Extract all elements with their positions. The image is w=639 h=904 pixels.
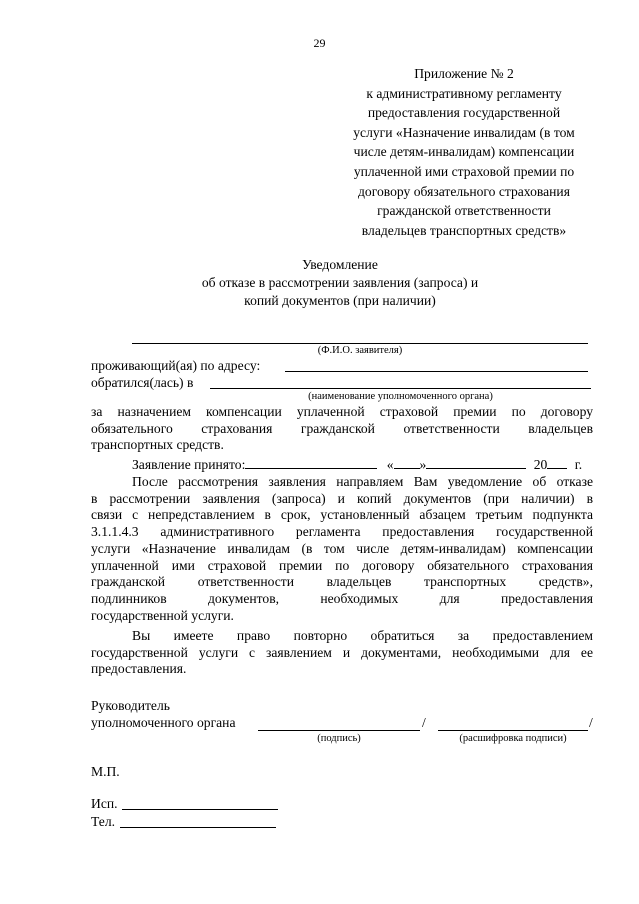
annex-line: услуги «Назначение инвалидам (в том	[353, 124, 575, 140]
decode-caption: (расшифровка подписи)	[459, 733, 567, 744]
main-line: уплаченной ими страховой премии по договору обязательного страхования	[91, 557, 593, 573]
decode-line	[438, 730, 588, 731]
annex-line: Приложение № 2	[414, 66, 514, 81]
title-line: копий документов (при наличии)	[244, 293, 436, 308]
executor-line	[122, 809, 278, 810]
year-suffix: г.	[574, 457, 583, 472]
right-line: Вы имеете право повторно обратиться за предоставлением	[132, 628, 593, 643]
annex-line: числе детям-инвалидам) компенсации	[353, 144, 575, 160]
notice-title	[140, 256, 540, 310]
main-line: подлинников документов, необходимых для предоставления	[91, 590, 593, 606]
applied-label: обратился(лась) в	[91, 375, 194, 390]
page-number: 29	[313, 36, 326, 50]
address-line	[285, 371, 588, 372]
purpose-paragraph	[91, 404, 593, 454]
right-line: государственной услуги с заявлением и документами, необходимыми для ее	[91, 644, 593, 660]
title-line: Уведомление	[302, 257, 378, 272]
seal-label: М.П.	[91, 764, 120, 779]
decode-slash: /	[589, 715, 593, 730]
phone-label: Тел.	[91, 814, 116, 829]
right-paragraph	[91, 628, 593, 678]
main-line: После рассмотрения заявления направляем Вам уведомление об отказе	[132, 474, 593, 489]
annex-line: к административному регламенту	[366, 85, 562, 101]
month-blank	[426, 456, 526, 469]
accepted-row	[132, 456, 582, 474]
signature-organ-label: уполномоченного органа	[91, 715, 236, 730]
main-line: в рассмотрении заявления (запроса) и копий документов (при наличии) в	[91, 490, 593, 506]
sign-caption: (подпись)	[317, 733, 361, 744]
main-line: услуги «Назначение инвалидам (в том числе детям-инвалидам) компенсации	[91, 540, 593, 556]
day-blank	[394, 456, 420, 469]
year-blank	[547, 456, 567, 469]
main-line: государственной услуги.	[91, 607, 234, 623]
quote-close: »	[419, 457, 427, 472]
quote-open: «	[386, 457, 394, 472]
executor-label: Исп.	[91, 796, 118, 811]
signature-slash: /	[422, 715, 426, 730]
right-line: предоставления.	[91, 661, 187, 677]
signature-head-label: Руководитель	[91, 698, 170, 713]
fio-line	[132, 343, 588, 344]
annex-line: договору обязательного страхования	[358, 183, 570, 199]
annex-line: гражданской ответственности	[377, 203, 551, 219]
main-line: гражданской ответственности владельцев транспортных средств»,	[91, 574, 593, 590]
main-line: 3.1.1.4.3 административного регламента предоставления государственной	[91, 524, 593, 540]
year-prefix: 20	[533, 457, 548, 472]
purpose-line: обязательного страхования гражданской ответственности владельцев	[91, 420, 593, 436]
title-line: об отказе в рассмотрении заявления (запроса) и	[201, 275, 479, 290]
organ-caption: (наименование уполномоченного органа)	[308, 391, 493, 402]
annex-header	[330, 64, 598, 240]
main-line: связи с непредставлением в срок, установленный абзацем третьим подпункта	[91, 507, 593, 523]
fio-caption: (Ф.И.О. заявителя)	[317, 345, 403, 356]
main-paragraph	[91, 474, 593, 624]
address-label: проживающий(ая) по адресу:	[91, 358, 261, 373]
purpose-line: за назначением компенсации уплаченной страховой премии по договору	[91, 404, 593, 419]
accepted-label: Заявление принято:	[132, 457, 246, 472]
annex-line: владельцев транспортных средств»	[361, 222, 567, 238]
annex-line: предоставления государственной	[367, 105, 561, 121]
accepted-date-blank	[245, 456, 377, 469]
annex-line: уплаченной ими страховой премии по	[353, 163, 575, 179]
signature-line	[258, 730, 420, 731]
phone-line	[120, 827, 276, 828]
purpose-line: транспортных средств.	[91, 437, 224, 453]
organ-line	[210, 388, 591, 389]
